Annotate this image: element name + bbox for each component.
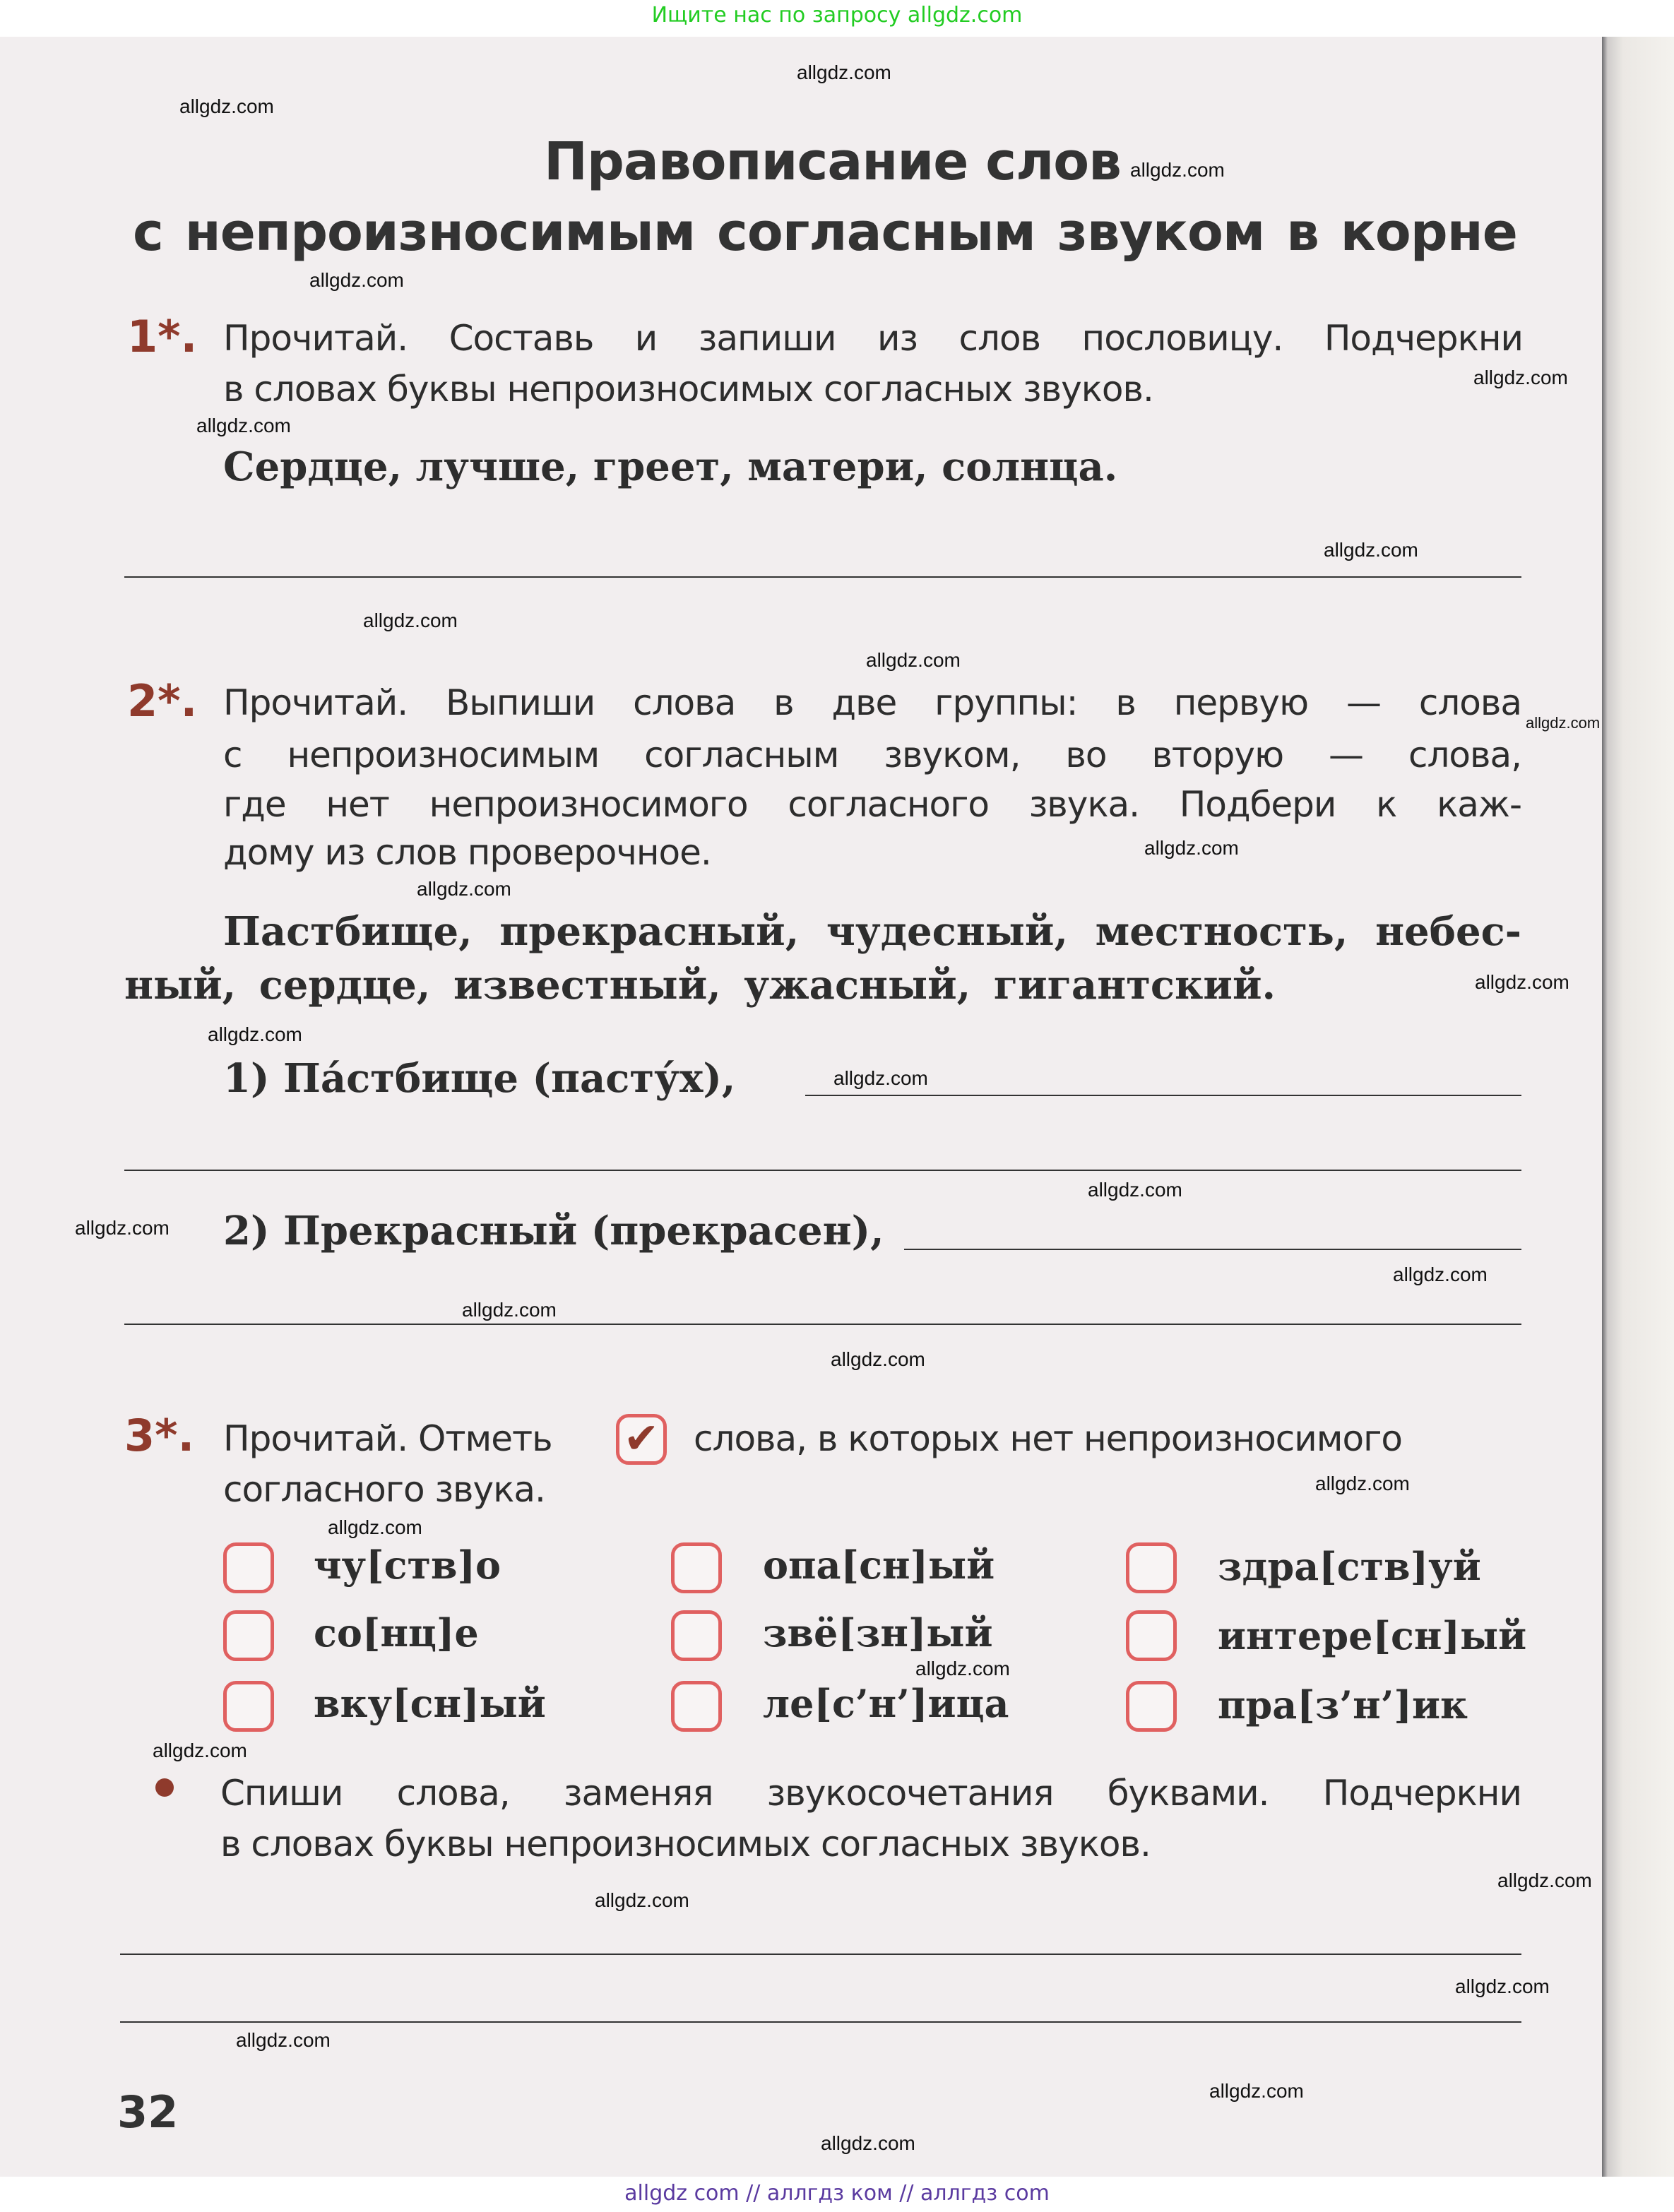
watermark: allgdz.com: [153, 1740, 247, 1761]
ex3-instruction-line1a: Прочитай. Отметь: [223, 1418, 552, 1459]
watermark: allgdz.com: [417, 878, 511, 900]
page-fold: [1602, 37, 1674, 2177]
ex3-bullet-line2: в словах буквы непроизносимых согласных звуков.: [220, 1824, 1151, 1865]
watermark: allgdz.com: [462, 1299, 557, 1321]
exercise-number-3: 3*.: [124, 1410, 195, 1461]
checkbox[interactable]: [223, 1610, 274, 1661]
answer-line[interactable]: [124, 1324, 1521, 1325]
checkbox[interactable]: [671, 1610, 722, 1661]
answer-line[interactable]: [120, 2021, 1521, 2023]
watermark: allgdz.com: [363, 610, 458, 631]
ex2-answer2: 2) Прекрасный (прекрасен),: [223, 1208, 884, 1254]
title-line2: с непроизносимым согласным звуком в корне: [133, 202, 1517, 263]
watermark: allgdz.com: [1130, 159, 1225, 181]
watermark: allgdz.com: [1475, 971, 1569, 993]
watermark: allgdz.com: [1497, 1869, 1592, 1891]
word-option: пра[з’н’]ик: [1218, 1682, 1468, 1728]
answer-line[interactable]: [904, 1249, 1521, 1250]
bullet-icon: [155, 1778, 174, 1797]
ex1-instruction-line2: в словах буквы непроизносимых согласных звуков.: [223, 369, 1153, 410]
page-number: 32: [117, 2086, 179, 2138]
watermark: allgdz.com: [1473, 367, 1568, 388]
check-icon: ✔: [616, 1414, 667, 1465]
watermark: allgdz.com: [1209, 2080, 1304, 2102]
exercise-number-1: 1*.: [127, 311, 198, 362]
word-option: чу[ств]о: [314, 1542, 501, 1588]
answer-line[interactable]: [124, 576, 1521, 578]
ex3-bullet-line1: Спиши слова, заменяя звукосочетания буквами. Подчеркни: [220, 1773, 1521, 1814]
ex1-words: Сердце, лучше, греет, матери, солнца.: [223, 444, 1118, 490]
watermark: allgdz.com: [866, 649, 961, 671]
watermark: allgdz.com: [1455, 1975, 1550, 1997]
word-option: интере[сн]ый: [1218, 1613, 1527, 1658]
checkbox[interactable]: [1126, 1681, 1177, 1732]
word-option: со[нц]е: [314, 1610, 479, 1655]
word-option: вку[сн]ый: [314, 1681, 546, 1726]
watermark: allgdz.com: [595, 1889, 689, 1911]
ex1-instruction-line1: Прочитай. Составь и запиши из слов пословицу. Подчеркни: [223, 318, 1523, 359]
watermark: allgdz.com: [196, 415, 291, 436]
word-option: звё[зн]ый: [763, 1610, 993, 1655]
watermark: allgdz.com: [1393, 1263, 1488, 1285]
checkbox[interactable]: [1126, 1542, 1177, 1593]
ex3-instruction-line1b: слова, в которых нет непроизносимого: [694, 1418, 1402, 1459]
ex2-words-line2: ный, сердце, известный, ужасный, гигантский.: [124, 962, 1276, 1009]
word-option: здра[ств]уй: [1218, 1544, 1481, 1589]
ex2-words-line1: Пастбище, прекрасный, чудесный, местность, небес-: [223, 908, 1521, 955]
top-banner[interactable]: Ищите нас по запросу allgdz.com: [651, 3, 1023, 28]
checkbox[interactable]: [671, 1542, 722, 1593]
watermark: allgdz.com: [915, 1658, 1010, 1679]
title-line1: Правописание слов: [544, 131, 1121, 192]
watermark: allgdz.com: [75, 1217, 170, 1239]
bottom-banner[interactable]: allgdz com // аллгдз ком // аллгдз com: [624, 2181, 1050, 2206]
watermark: allgdz.com: [1526, 714, 1601, 732]
ex2-instruction-line2: с непроизносимым согласным звуком, во вторую — слова,: [223, 735, 1521, 775]
answer-line[interactable]: [805, 1095, 1521, 1096]
watermark: allgdz.com: [179, 95, 274, 117]
watermark: allgdz.com: [821, 2132, 915, 2154]
exercise-number-2: 2*.: [127, 675, 198, 727]
watermark: allgdz.com: [309, 269, 404, 291]
watermark: allgdz.com: [236, 2029, 331, 2051]
checkbox[interactable]: [1126, 1610, 1177, 1661]
checkbox[interactable]: [671, 1681, 722, 1732]
ex2-instruction-line1: Прочитай. Выпиши слова в две группы: в первую — слова: [223, 682, 1521, 723]
watermark: allgdz.com: [208, 1023, 302, 1045]
ex2-instruction-line3: где нет непроизносимого согласного звука. Подбери к каж-: [223, 784, 1521, 825]
watermark: allgdz.com: [1315, 1473, 1410, 1494]
watermark: allgdz.com: [328, 1516, 422, 1538]
ex3-instruction-line2: согласного звука.: [223, 1469, 545, 1510]
watermark: allgdz.com: [1144, 837, 1239, 859]
answer-line[interactable]: [120, 1954, 1521, 1955]
watermark: allgdz.com: [1324, 539, 1418, 561]
word-option: опа[сн]ый: [763, 1542, 995, 1588]
watermark: allgdz.com: [1088, 1179, 1182, 1201]
ex2-instruction-line4: дому из слов проверочное.: [223, 832, 711, 873]
checkbox[interactable]: [223, 1681, 274, 1732]
watermark: allgdz.com: [831, 1348, 925, 1370]
watermark: allgdz.com: [833, 1067, 928, 1089]
word-option: ле[с’н’]ица: [763, 1681, 1009, 1726]
ex2-answer1: 1) Па́стбище (пасту́х),: [223, 1055, 736, 1102]
checkbox[interactable]: [223, 1542, 274, 1593]
answer-line[interactable]: [124, 1170, 1521, 1171]
watermark: allgdz.com: [797, 61, 891, 83]
